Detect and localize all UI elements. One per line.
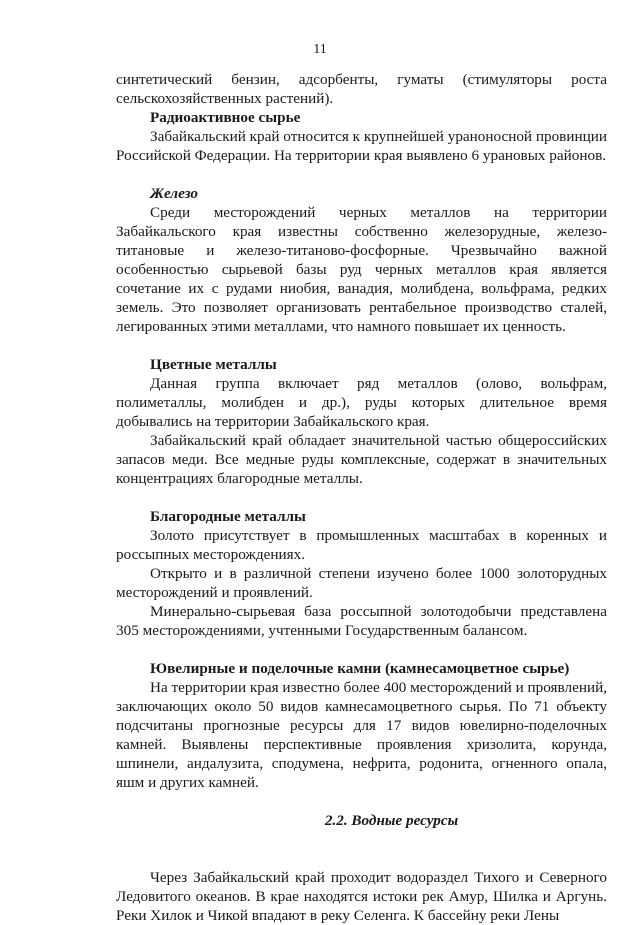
- paragraph-water-1: Через Забайкальский край проходит водораздел Тихого и Северного Ледовитого океанов. В крае находятся истоки рек Амур, Шилка и Аргунь. Реки Хилок и Чикой впадают в реку Селенга. К бассейну реки Лены: [116, 869, 607, 924]
- heading-water-resources: 2.2. Водные ресурсы: [324, 812, 459, 829]
- spacer: [116, 488, 607, 507]
- paragraph-gems-1: На территории края известно более 400 месторождений и проявлений, заключающих около 50 видов камнесамоцветного сырья. По 71 объекту подсчитаны прогнозные ресурсы для 17 видов ювелирно-поделочных камней. Выявлены перспективные проявления хризолита, корунда, шпинели, андалузита, сподумена, нефрита, родонита, огненного опала, яшм и других камней.: [116, 679, 608, 791]
- heading-nonferrous: Цветные металлы: [150, 356, 277, 373]
- intro-paragraph: синтетический бензин, адсорбенты, гуматы (стимуляторы роста сельскохозяйственных растений).: [116, 71, 607, 107]
- spacer: [116, 640, 607, 659]
- heading-precious: Благородные металлы: [150, 508, 306, 525]
- spacer: [116, 792, 607, 811]
- paragraph-nonferrous-2: Забайкальский край обладает значительной частью общероссийских запасов меди. Все медные руды комплексные, содержат в значительных концентрациях благородные металлы.: [116, 432, 607, 487]
- paragraph-precious-3: Минерально-сырьевая база россыпной золотодобычи представлена 305 месторождениями, учтенными Государственным балансом.: [116, 603, 607, 639]
- spacer: [116, 849, 607, 868]
- paragraph-iron-1: Среди месторождений черных металлов на территории Забайкальского края известны собственно железорудные, железо-титановые и железо-титаново-фосфорные. Чрезвычайно важной особенностью сырьевой базы руд черных металлов края является сочетание их с рудами ниобия, ванадия, молибдена, вольфрама, редких земель. Это позволяет организовать рентабельное производство сталей, легированных этими металлами, что намного повышает их ценность.: [116, 204, 607, 335]
- paragraph-precious-1: Золото присутствует в промышленных масштабах в коренных и россыпных месторождениях.: [116, 527, 607, 563]
- heading-gems: Ювелирные и поделочные камни (камнесамоцветное сырье): [150, 660, 570, 677]
- heading-iron: Железо: [150, 185, 198, 202]
- heading-radioactive: Радиоактивное сырье: [150, 109, 301, 126]
- paragraph-nonferrous-1: Данная группа включает ряд металлов (олово, вольфрам, полиметаллы, молибден и др.), руды которых длительное время добывались на территории Забайкальского края.: [116, 375, 607, 430]
- page-number: 11: [313, 42, 327, 57]
- paragraph-precious-2: Открыто и в различной степени изучено более 1000 золоторудных месторождений и проявлений.: [116, 565, 607, 601]
- spacer: [116, 336, 607, 355]
- paragraph-radioactive-1: Забайкальский край относится к крупнейшей ураноносной провинции Российской Федерации. На территории края выявлено 6 урановых районов.: [116, 128, 607, 164]
- page-content: [116, 70, 607, 925]
- spacer: [116, 165, 607, 184]
- spacer: [116, 830, 607, 849]
